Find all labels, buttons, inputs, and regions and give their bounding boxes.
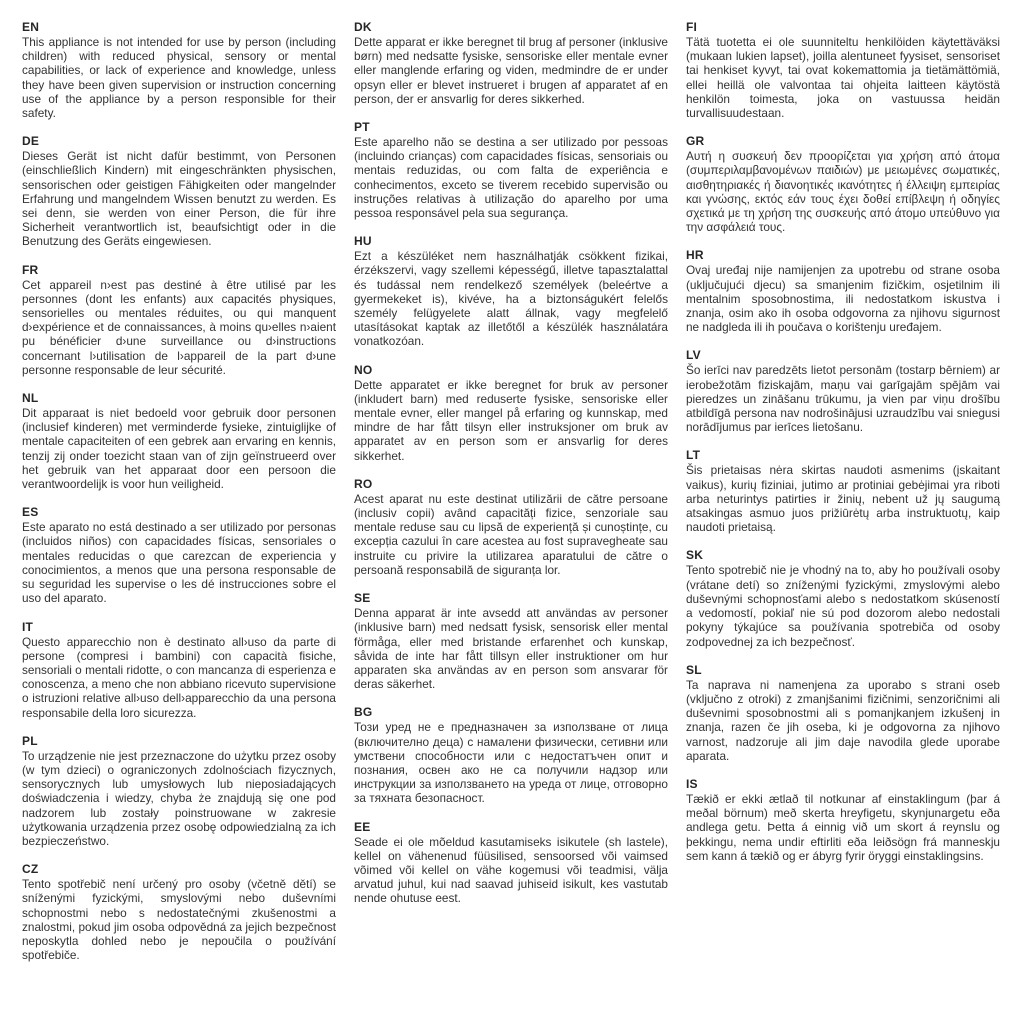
lang-code-it: IT [22, 619, 34, 634]
lang-block-pl [22, 734, 336, 848]
lang-code-is: IS [686, 776, 698, 791]
lang-code-nl: NL [22, 391, 39, 406]
lang-code-lv: LV [686, 348, 701, 363]
lang-code-ee: EE [354, 819, 371, 834]
column-2 [354, 20, 668, 1024]
lang-code-en: EN [22, 20, 40, 34]
lang-text-pl: To urządzenie nie jest przeznaczone do użytku przez osoby (w tym dzieci) o ograniczonych zdolnościach fizycznych, sensorycznych lub umysłowych lub nieposiadających doświadczenia i wiedzy, chyba że znajdują się one pod nadzorem lub zostały poinstruowane w zakresie użytkowania urządzenia przez osobę odpowiedzialną za ich bezpieczeństwo. [22, 748, 336, 848]
lang-text-se: Denna apparat är inte avsedd att användas av personer (inklusive barn) med nedsatt fysisk, sensorisk eller mental förmåga, eller med bristande erfarenhet och kunskap, såvida de inte har fått tillsyn eller instruktioner om hur apparaten ska användas av en person som ansvarar för deras säkerhet. [354, 606, 668, 692]
lang-block-hu [354, 234, 668, 348]
lang-text-dk: Dette apparat er ikke beregnet til brug af personer (inklusive børn) med nedsatte fysiske, sensoriske eller mentale evner eller manglende erfaring og viden, medmindre de er under opsyn eller er blevet instrueret i brugen af apparatet af en person, der er ansvarlig for deres sikkerhed. [354, 35, 668, 106]
lang-text-hu: Ezt a készüléket nem használhatják csökkent fizikai, érzékszervi, vagy szellemi képességű, illetve tapasztalattal és tudással nem rendelkező személyek (beleértve a gyermekeket is), kivéve, ha a biztonságukért felelős személy felügyelete alatt állnak, vagy megfelelő utasításokat kaptak az illetőtől a készülék használatára vonatkozóan. [354, 249, 668, 349]
lang-block-en [22, 20, 336, 120]
lang-code-bg: BG [354, 705, 373, 720]
lang-block-pt [354, 120, 668, 220]
lang-code-se: SE [354, 591, 371, 606]
lang-text-bg: Този уред не е предназначен за използване от лица (включително деца) с намалени физически, сетивни или умствени способности или с недостатъчен опит и познания, освен ако не са получили надзор или инструкции за използването на уреда от лице, отговорно за тяхната безопасност. [354, 720, 668, 806]
lang-text-es: Este aparato no está destinado a ser utilizado por personas (incluidos niños) con capacidades físicas, sensoriales o mentales reducidas o que carezcan de experiencia y conocimientos, a menos que una persona responsable de su seguridad les supervise o les dé instrucciones sobre el uso del aparato. [22, 520, 336, 606]
lang-text-ro: Acest aparat nu este destinat utilizării de către persoane (inclusiv copii) având capacități fizice, senzoriale sau mentale reduse sau cu lipsă de experiență și cunoștințe, cu excepția cazului în care acestea au fost supravegheate sau instruite cu privire la utilizarea aparatului de către o persoană responsabilă de siguranța lor. [354, 491, 668, 577]
column-3 [686, 20, 1000, 1024]
lang-block-gr [686, 134, 1000, 234]
lang-text-sl: Ta naprava ni namenjena za uporabo s strani oseb (vključno z otroki) z zmanjšanimi fizičnimi, senzoričnimi ali duševnimi sposobnostmi ali s pomanjkanjem izkušenj in znanja, razen če jih oseba, ki je odgovorna za njihovo varnost, nadzoruje ali jim daje navodila glede uporabe aparata. [686, 677, 1000, 763]
lang-text-ee: Seade ei ole mõeldud kasutamiseks isikutele (sh lastele), kellel on vähenenud füüsilised, sensoorsed või vaimsed võimed või kellel on vähe kogemusi või teadmisi, välja arvatud juhul, kui nad saavad juhiseid isikult, kes vastutab nende ohutuse eest. [354, 834, 668, 906]
lang-text-cz: Tento spotřebič není určený pro osoby (včetně dětí) se sníženými fyzickými, smyslovými nebo duševními schopnostmi nebo s nedostatečnými zkušenostmi a znalostmi, pokud jim osoba odpovědná za jejich bezpečnost neposkytla dohled nebo je nepoučila o používání spotřebiče. [22, 877, 336, 963]
lang-code-lt: LT [686, 448, 701, 463]
lang-code-sk: SK [686, 548, 704, 563]
lang-text-is: Tækið er ekki ætlað til notkunar af einstaklingum (þar á meðal börnum) með skerta hreyfigetu, skynjunargetu eða andlega getu. Þetta á einnig við um skort á reynslu og þekkingu, nema undir eftirliti eða leiðsögn frá manneskju sem kann á tækið og er ábyrg fyrir öryggi einstaklingsins. [686, 791, 1000, 863]
lang-text-en: This appliance is not intended for use by person (including children) with reduced physical, sensory or mental capabilities, or lack of experience and knowledge, unless they have been given supervision or instruction concerning use of the appliance by a person responsible for their safety. [22, 35, 336, 121]
lang-code-ro: RO [354, 476, 373, 491]
lang-text-fi: Tätä tuotetta ei ole suunniteltu henkilöiden käytettäväksi (mukaan lukien lapset), joilla alentuneet fyysiset, sensoriset tai henkiset kyvyt, tai ovat kokemattomia ja tietämättömiä, ellei heillä ole valvontaa tai ohjeita laitteen käytöstä henkilön toimesta, joka on vastuussa heidän turvallisuudestaan. [686, 35, 1000, 121]
lang-code-sl: SL [686, 662, 702, 677]
lang-block-es [22, 505, 336, 605]
lang-block-dk [354, 20, 668, 106]
lang-code-pl: PL [22, 733, 38, 748]
lang-block-sk [686, 548, 1000, 648]
lang-block-ee [354, 820, 668, 906]
lang-code-hu: HU [354, 234, 372, 249]
lang-block-hr [686, 248, 1000, 334]
lang-block-no [354, 363, 668, 463]
lang-text-no: Dette apparatet er ikke beregnet for bruk av personer (inkludert barn) med reduserte fysiske, sensoriske eller mentale evner, eller mangel på erfaring og kunnskap, med mindre de har fått tilsyn eller instruksjoner om bruk av apparatet av en person som er ansvarlig for deres sikkerhet. [354, 377, 668, 463]
lang-code-no: NO [354, 362, 373, 377]
lang-block-se [354, 591, 668, 691]
lang-code-fi: FI [686, 20, 698, 34]
lang-text-sk: Tento spotrebič nie je vhodný na to, aby ho používali osoby (vrátane detí) so zníženými fyzickými, zmyslovými alebo duševnými schopnosťami alebo s nedostatkom skúseností a vedomostí, pokiaľ nie sú pod dozorom alebo nedostali pokyny týkajúce sa používania spotrebiča od osoby zodpovednej za ich bezpečnosť. [686, 563, 1000, 649]
lang-code-es: ES [22, 505, 39, 520]
lang-code-cz: CZ [22, 862, 39, 877]
lang-block-it [22, 620, 336, 720]
lang-block-fr [22, 263, 336, 377]
lang-text-lv: Šo ierīci nav paredzēts lietot personām (tostarp bērniem) ar ierobežotām fiziskajām, maņu vai garīgajām spējām vai pieredzes un zināšanu trūkumu, ja vien par viņu drošību atbildīgā persona nav nodrošinājusi uzraudzību vai sniegusi norādījumus par ierīces lietošanu. [686, 363, 1000, 435]
lang-code-dk: DK [354, 20, 372, 34]
lang-block-nl [22, 391, 336, 491]
lang-block-lt [686, 448, 1000, 534]
lang-text-fr: Cet appareil n›est pas destiné à être utilisé par les personnes (dont les enfants) aux capacités physiques, sensorielles ou mentales réduites, ou qui manquent d›expérience et de connaissances, à moins qu›elles n›aient pu bénéficier d›une surveillance ou d›instructions concernant l›utilisation de l›appareil de la part d›une personne responsable de leur sécurité. [22, 277, 336, 377]
lang-text-gr: Αυτή η συσκευή δεν προορίζεται για χρήση από άτομα (συμπεριλαμβανομένων παιδιών) με μειωμένες σωματικές, αισθητηριακές ή διανοητικές ικανότητες ή έλλειψη εμπειρίας και γνώσης, εκτός εάν τους έχει δοθεί επίβλεψη ή οδηγίες σχετικά με τη χρήση της συσκευής από άτομο υπεύθυνο για την ασφάλειά τους. [686, 149, 1000, 235]
column-1 [22, 20, 336, 1024]
lang-text-nl: Dit apparaat is niet bedoeld voor gebruik door personen (inclusief kinderen) met verminderde fysieke, zintuiglijke of mentale capaciteiten of een gebrek aan ervaring en kennis, tenzij zij onder toezicht staan van of zijn geïnstrueerd over het gebruik van het apparaat door een persoon die verantwoordelijk is voor hun veiligheid. [22, 406, 336, 492]
lang-block-fi [686, 20, 1000, 120]
lang-block-ro [354, 477, 668, 577]
lang-code-hr: HR [686, 248, 704, 263]
lang-code-pt: PT [354, 120, 370, 135]
lang-text-pt: Este aparelho não se destina a ser utilizado por pessoas (incluindo crianças) com capacidades físicas, sensoriais ou mentais reduzidas, ou com falta de experiência e conhecimentos, exceto se tiverem recebido supervisão ou instruções relativas à utilização do aparelho por uma pessoa responsável pela sua segurança. [354, 135, 668, 221]
lang-text-it: Questo apparecchio non è destinato all›uso da parte di persone (compresi i bambini) con capacità fisiche, sensoriali o mentali ridotte, o con mancanza di esperienza e conoscenza, a meno che non abbiano ricevuto supervisione o istruzioni relative all›uso dell›apparecchio da una persona responsabile della loro sicurezza. [22, 634, 336, 720]
lang-block-sl [686, 663, 1000, 763]
lang-text-de: Dieses Gerät ist nicht dafür bestimmt, von Personen (einschließlich Kindern) mit eingeschränkten physischen, sensorischen oder geistigen Fähigkeiten oder mangelnder Erfahrung und mangelndem Wissen benutzt zu werden. Es sei denn, sie werden von einer Person, die für ihre Sicherheit verantwortlich ist, beaufsichtigt oder in die Benutzung des Geräts eingewiesen. [22, 149, 336, 249]
lang-code-de: DE [22, 134, 40, 149]
lang-code-gr: GR [686, 134, 705, 149]
lang-block-is [686, 777, 1000, 863]
lang-block-cz [22, 862, 336, 962]
lang-block-bg [354, 705, 668, 805]
lang-block-lv [686, 348, 1000, 434]
lang-text-hr: Ovaj uređaj nije namijenjen za upotrebu od strane osoba (uključujući djecu) sa smanjenim fizičkim, osjetilnim ili mentalnim sposobnostima, ili nedostatkom iskustva i znanja, osim ako ih osoba odgovorna za njihovu sigurnost ne nadgleda ili ih poučava o korištenju uređajem. [686, 263, 1000, 335]
lang-block-de [22, 134, 336, 248]
lang-text-lt: Šis prietaisas nėra skirtas naudoti asmenims (įskaitant vaikus), kurių fiziniai, jutimo ar protiniai gebėjimai yra riboti arba neturintys patirties ir žinių, nebent už jų saugumą atsakingas asmuo juos prižiūrėtų arba instruktuotų, kaip naudoti prietaisą. [686, 463, 1000, 535]
lang-code-fr: FR [22, 262, 39, 277]
